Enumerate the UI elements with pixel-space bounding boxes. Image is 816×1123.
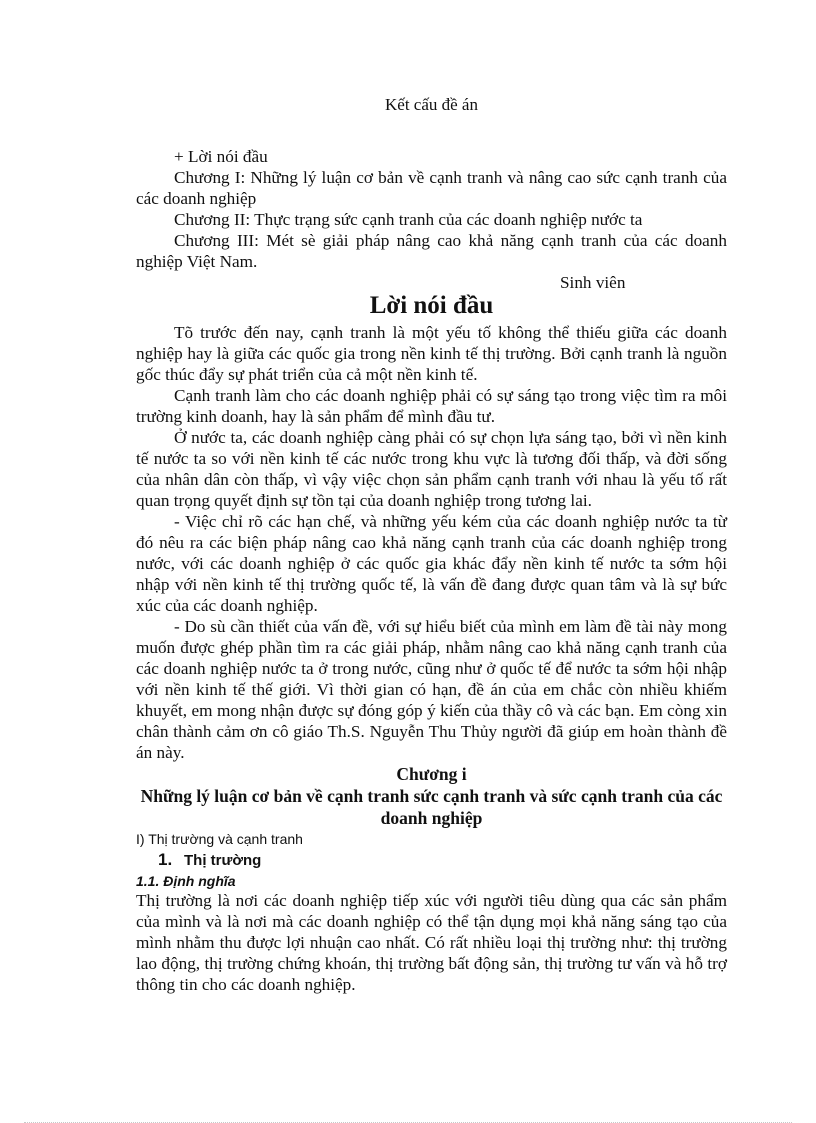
structure-chapter-3: Chương III: Mét sè giải pháp nâng cao khả năng cạnh tranh của các doanh nghiệp Việt Nam. [136, 231, 727, 271]
preface-paragraph: Cạnh tranh làm cho các doanh nghiệp phải có sự sáng tạo trong việc tìm ra môi trường kinh doanh, hay là sản phẩm để mình đầu tư. [136, 386, 727, 426]
chapter-title: Những lý luận cơ bản về cạnh tranh sức cạnh tranh và sức cạnh tranh của các doanh nghiệp [140, 786, 723, 828]
chapter-label: Chương i [396, 764, 467, 784]
section-heading: I) Thị trường và cạnh tranh [136, 831, 303, 847]
subsection-number: 1. [158, 850, 173, 869]
preface-title: Lời nói đầu [369, 292, 494, 319]
structure-title: Kết cấu đề án [385, 95, 478, 114]
document-page [136, 94, 727, 995]
subsection-title: Thị trường [184, 852, 262, 869]
structure-chapter-1: Chương I: Những lý luận cơ bản về cạnh tranh và nâng cao sức cạnh tranh của các doanh nghiệp [136, 168, 727, 208]
preface-paragraph: - Do sù cần thiết của vấn đề, với sự hiểu biết của mình em làm đề tài này mong muốn được ghép phần tìm ra các giải pháp, nhằm nâng cao khả năng cạnh tranh của các doanh nghiệp nước ta ở trong nước, cũng như ở quốc tế để nước ta sớm hội nhập với nền kinh tế thế giới. Vì thời gian có hạn, đề án của em chắc còn nhiều khiếm khuyết, em mong nhận được sự đóng góp ý kiến của thầy cô và các bạn. Em còng xin chân thành cảm ơn cô giáo Th.S. Nguyễn Thu Thủy người đã giúp em hoàn thành đề án này. [136, 617, 727, 762]
preface-paragraph: Ở nước ta, các doanh nghiệp càng phải có sự chọn lựa sáng tạo, bởi vì nền kinh tế nước ta so với nền kinh tế các nước trong khu vực là tương đối thấp, và đời sống của nhân dân còn thấp, vì vậy việc chọn sản phẩm cạnh tranh với nhau là yếu tố rất quan trọng quyết định sự tồn tại của doanh nghiệp trong tương lai. [136, 428, 727, 510]
subsection-heading [158, 849, 727, 872]
structure-intro-item: + Lời nói đầu [174, 147, 268, 166]
definition-heading: 1.1. Định nghĩa [136, 873, 236, 889]
signer-label: Sinh viên [560, 273, 626, 292]
preface-paragraph: Tõ trước đến nay, cạnh tranh là một yếu tố không thể thiếu giữa các doanh nghiệp hay là giữa các quốc gia trong nền kinh tế thị trường. Bởi cạnh tranh là nguồn gốc thúc đẩy sự phát triển của cả một nền kinh tế. [136, 323, 727, 384]
structure-chapter-2: Chương II: Thực trạng sức cạnh tranh của các doanh nghiệp nước ta [174, 210, 643, 229]
definition-text: Thị trường là nơi các doanh nghiệp tiếp xúc với người tiêu dùng qua các sản phẩm của mình và là nơi mà các doanh nghiệp có thể tận dụng mọi khả năng sáng tạo của mình nhằm thu được lợi nhuận cao nhất. Có rất nhiều loại thị trường như: thị trường lao động, thị trường chứng khoán, thị trường bất động sản, thị trường tư vấn và hỗ trợ thông tin cho các doanh nghiệp. [136, 891, 727, 994]
preface-paragraph: - Việc chỉ rõ các hạn chế, và những yếu kém của các doanh nghiệp nước ta từ đó nêu ra các biện pháp nâng cao khả năng cạnh tranh của các doanh nghiệp trong nước, với các doanh nghiệp ở các quốc gia khác đẩy nền kinh tế nước ta sớm hội nhập với nền kinh tế thị trường quốc tế, là vấn đề đang được quan tâm và là sự bức xúc của các doanh nghiệp. [136, 512, 727, 615]
